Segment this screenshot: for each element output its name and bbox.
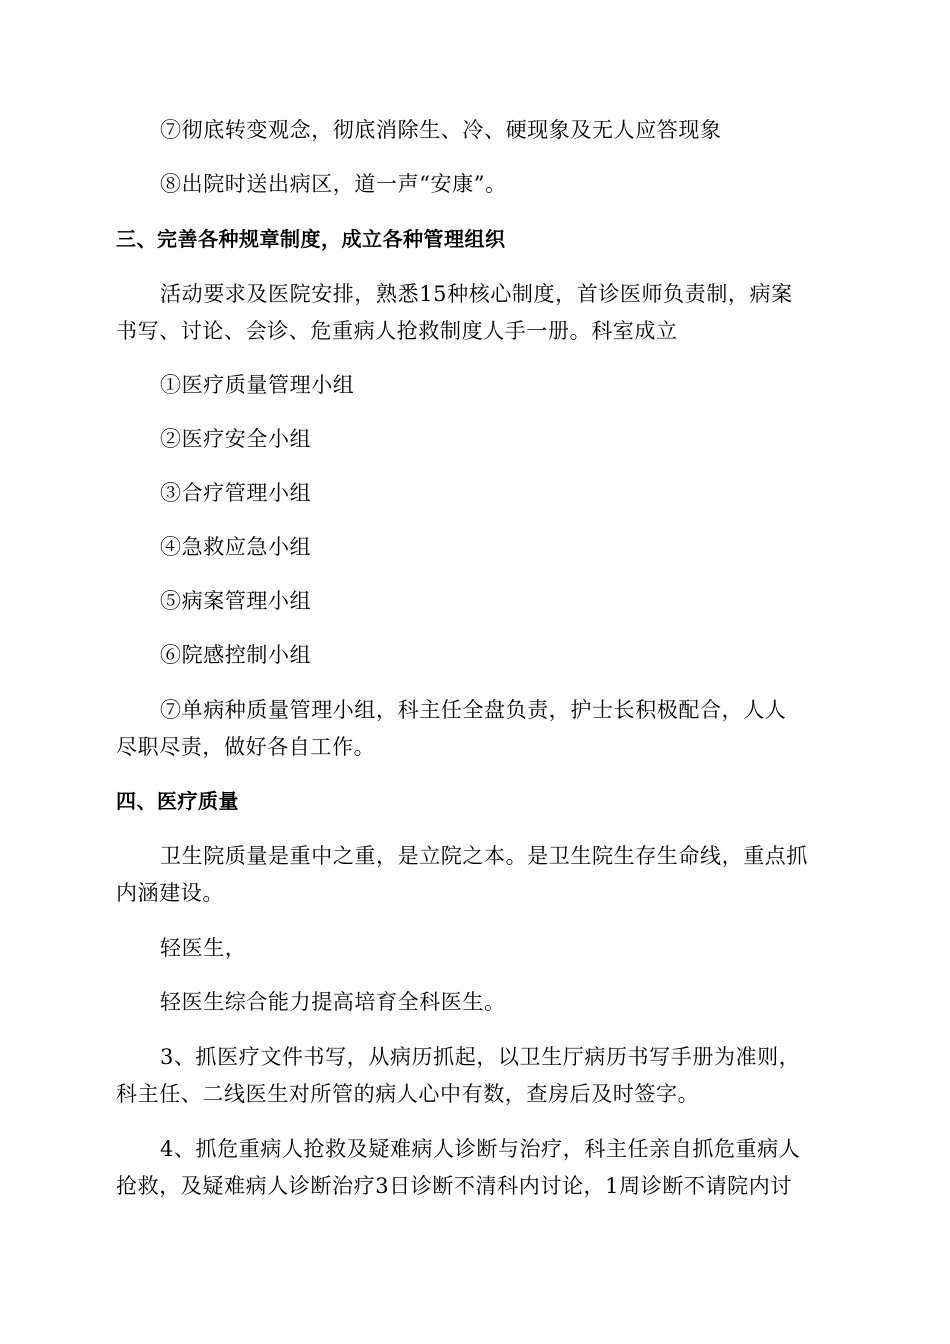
list-item-7-top: ⑦彻底转变观念，彻底消除生、冷、硬现象及无人应答现象: [160, 118, 722, 142]
list-item-group-7-cont: 尽职尽责，做好各自工作。: [116, 735, 376, 759]
list-item-group-4: ④急救应急小组: [160, 535, 312, 559]
paragraph-line: 内涵建设。: [116, 881, 224, 905]
list-item-8-top: ⑧出院时送出病区，道一声“安康”。: [160, 172, 507, 196]
list-item-group-2: ②医疗安全小组: [160, 427, 312, 451]
list-item-group-3: ③合疗管理小组: [160, 481, 312, 505]
list-item-3-cont: 科主任、二线医生对所管的病人心中有数，查房后及时签字。: [116, 1082, 700, 1106]
paragraph-line: 轻医生综合能力提高培育全科医生。: [160, 990, 506, 1014]
list-item-group-5: ⑤病案管理小组: [160, 589, 312, 613]
list-item-4-cont: 抢救，及疑难病人诊断治疗3日诊断不清科内讨论，1周诊断不请院内讨: [116, 1174, 792, 1198]
list-item-group-1: ①医疗质量管理小组: [160, 373, 355, 397]
list-item-group-6: ⑥院感控制小组: [160, 643, 312, 667]
list-item-3: 3、抓医疗文件书写，从病历抓起，以卫生厅病历书写手册为准则，: [160, 1045, 801, 1069]
section-heading-4: 四、医疗质量: [116, 789, 239, 813]
paragraph-line: 卫生院质量是重中之重，是立院之本。是卫生院生存生命线，重点抓: [160, 844, 808, 868]
paragraph-line: 轻医生，: [160, 936, 247, 960]
paragraph-line: 活动要求及医院安排，熟悉15种核心制度，首诊医师负责制，病案: [160, 282, 793, 306]
list-item-group-7: ⑦单病种质量管理小组，科主任全盘负责，护士长积极配合，人人: [160, 698, 787, 722]
paragraph-line: 书写、讨论、会诊、危重病人抢救制度人手一册。科室成立: [116, 319, 678, 343]
list-item-4: 4、抓危重病人抢救及疑难病人诊断与治疗，科主任亲自抓危重病人: [160, 1137, 801, 1161]
section-heading-3: 三、完善各种规章制度，成立各种管理组织: [116, 227, 506, 251]
